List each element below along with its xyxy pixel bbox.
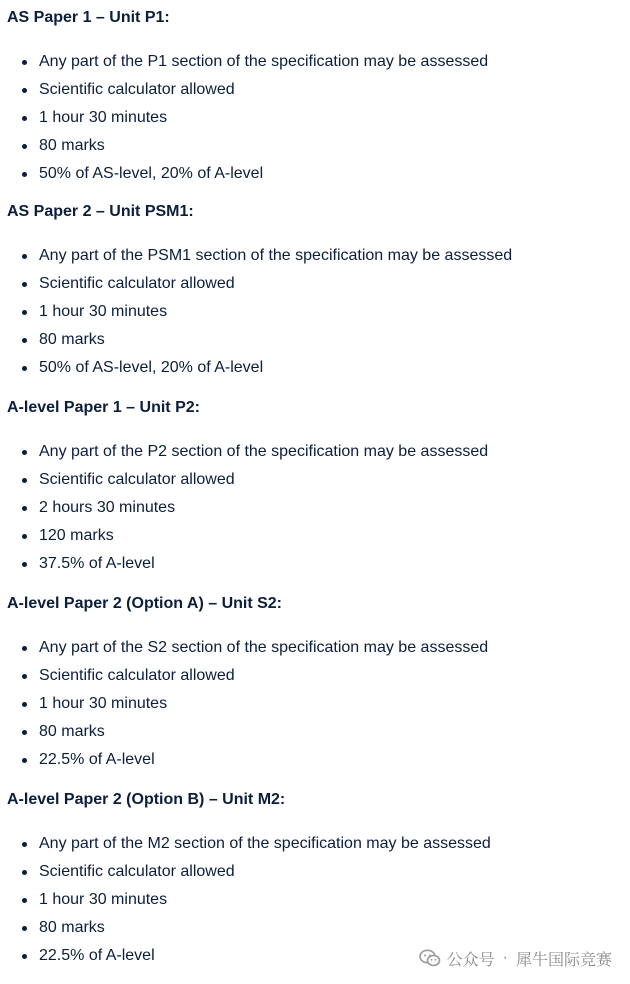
- bullet-dot-icon: [22, 478, 27, 483]
- section-as-paper-1: [0, 4, 630, 188]
- watermark: [419, 946, 612, 970]
- list-item: [0, 438, 630, 466]
- watermark-label: 公众号: [446, 951, 495, 969]
- section-heading: A-level Paper 1 – Unit P2:: [7, 399, 200, 416]
- bullet-dot-icon: [22, 898, 27, 903]
- list-item: [0, 494, 630, 522]
- list-item: [0, 104, 630, 132]
- list-item: [0, 718, 630, 746]
- bullet-dot-icon: [22, 310, 27, 315]
- list-item-text: 80 marks: [39, 137, 105, 154]
- list-item: [0, 326, 630, 354]
- list-item-text: 1 hour 30 minutes: [39, 303, 168, 320]
- bullet-dot-icon: [22, 730, 27, 735]
- list-item-text: Scientific calculator allowed: [39, 275, 235, 292]
- list-item-text: 80 marks: [39, 331, 105, 348]
- list-item: [0, 160, 630, 188]
- bullet-list: [0, 438, 630, 578]
- wechat-icon: [419, 949, 441, 967]
- bullet-dot-icon: [22, 562, 27, 567]
- list-item-text: 50% of AS-level, 20% of A-level: [39, 359, 264, 376]
- list-item: [0, 858, 630, 886]
- list-item: [0, 466, 630, 494]
- list-item-text: 1 hour 30 minutes: [39, 695, 168, 712]
- bullet-dot-icon: [22, 702, 27, 707]
- bullet-dot-icon: [22, 842, 27, 847]
- section-a-level-paper-2-option-a: [0, 590, 630, 774]
- list-item-text: 1 hour 30 minutes: [39, 109, 168, 126]
- bullet-dot-icon: [22, 172, 27, 177]
- list-item: [0, 132, 630, 160]
- list-item-text: Any part of the M2 section of the specification may be assessed: [39, 835, 491, 852]
- list-item-text: Scientific calculator allowed: [39, 81, 235, 98]
- section-heading: AS Paper 2 – Unit PSM1:: [7, 203, 194, 220]
- bullet-dot-icon: [22, 116, 27, 121]
- section-a-level-paper-1: [0, 394, 630, 578]
- list-item: [0, 886, 630, 914]
- list-item-text: Scientific calculator allowed: [39, 471, 235, 488]
- bullet-dot-icon: [22, 926, 27, 931]
- bullet-dot-icon: [22, 758, 27, 763]
- list-item: [0, 354, 630, 382]
- list-item: [0, 634, 630, 662]
- list-item-text: 50% of AS-level, 20% of A-level: [39, 165, 264, 182]
- list-item: [0, 76, 630, 104]
- list-item-text: 80 marks: [39, 919, 105, 936]
- watermark-separator: ·: [502, 949, 508, 966]
- bullet-dot-icon: [22, 534, 27, 539]
- list-item-text: 37.5% of A-level: [39, 555, 155, 572]
- section-as-paper-2: [0, 198, 630, 382]
- bullet-dot-icon: [22, 674, 27, 679]
- list-item: [0, 298, 630, 326]
- list-item-text: 2 hours 30 minutes: [39, 499, 176, 516]
- bullet-dot-icon: [22, 366, 27, 371]
- list-item-text: Any part of the P2 section of the specification may be assessed: [39, 443, 489, 460]
- list-item: [0, 746, 630, 774]
- list-item-text: Any part of the PSM1 section of the specification may be assessed: [39, 247, 513, 264]
- list-item: [0, 522, 630, 550]
- bullet-dot-icon: [22, 60, 27, 65]
- bullet-list: [0, 48, 630, 188]
- section-heading: A-level Paper 2 (Option B) – Unit M2:: [7, 791, 286, 808]
- section-a-level-paper-2-option-b: [0, 786, 630, 970]
- list-item: [0, 914, 630, 942]
- list-item: [0, 270, 630, 298]
- list-item-text: 1 hour 30 minutes: [39, 891, 168, 908]
- list-item-text: 22.5% of A-level: [39, 751, 155, 768]
- list-item-text: Scientific calculator allowed: [39, 667, 235, 684]
- list-item: [0, 690, 630, 718]
- watermark-account: 犀牛国际竞赛: [515, 951, 612, 969]
- list-item-text: Any part of the P1 section of the specification may be assessed: [39, 53, 489, 70]
- bullet-dot-icon: [22, 870, 27, 875]
- bullet-dot-icon: [22, 450, 27, 455]
- section-heading: A-level Paper 2 (Option A) – Unit S2:: [7, 595, 283, 612]
- bullet-dot-icon: [22, 506, 27, 511]
- list-item: [0, 830, 630, 858]
- bullet-list: [0, 634, 630, 774]
- list-item-text: Any part of the S2 section of the specification may be assessed: [39, 639, 489, 656]
- bullet-dot-icon: [22, 954, 27, 959]
- bullet-dot-icon: [22, 282, 27, 287]
- list-item: [0, 662, 630, 690]
- list-item: [0, 242, 630, 270]
- section-heading: AS Paper 1 – Unit P1:: [7, 9, 170, 26]
- bullet-dot-icon: [22, 144, 27, 149]
- list-item: [0, 48, 630, 76]
- list-item-text: 22.5% of A-level: [39, 947, 155, 964]
- list-item: [0, 550, 630, 578]
- bullet-dot-icon: [22, 254, 27, 259]
- list-item-text: Scientific calculator allowed: [39, 863, 235, 880]
- list-item-text: 80 marks: [39, 723, 105, 740]
- list-item-text: 120 marks: [39, 527, 114, 544]
- bullet-dot-icon: [22, 646, 27, 651]
- bullet-dot-icon: [22, 338, 27, 343]
- bullet-dot-icon: [22, 88, 27, 93]
- bullet-list: [0, 242, 630, 382]
